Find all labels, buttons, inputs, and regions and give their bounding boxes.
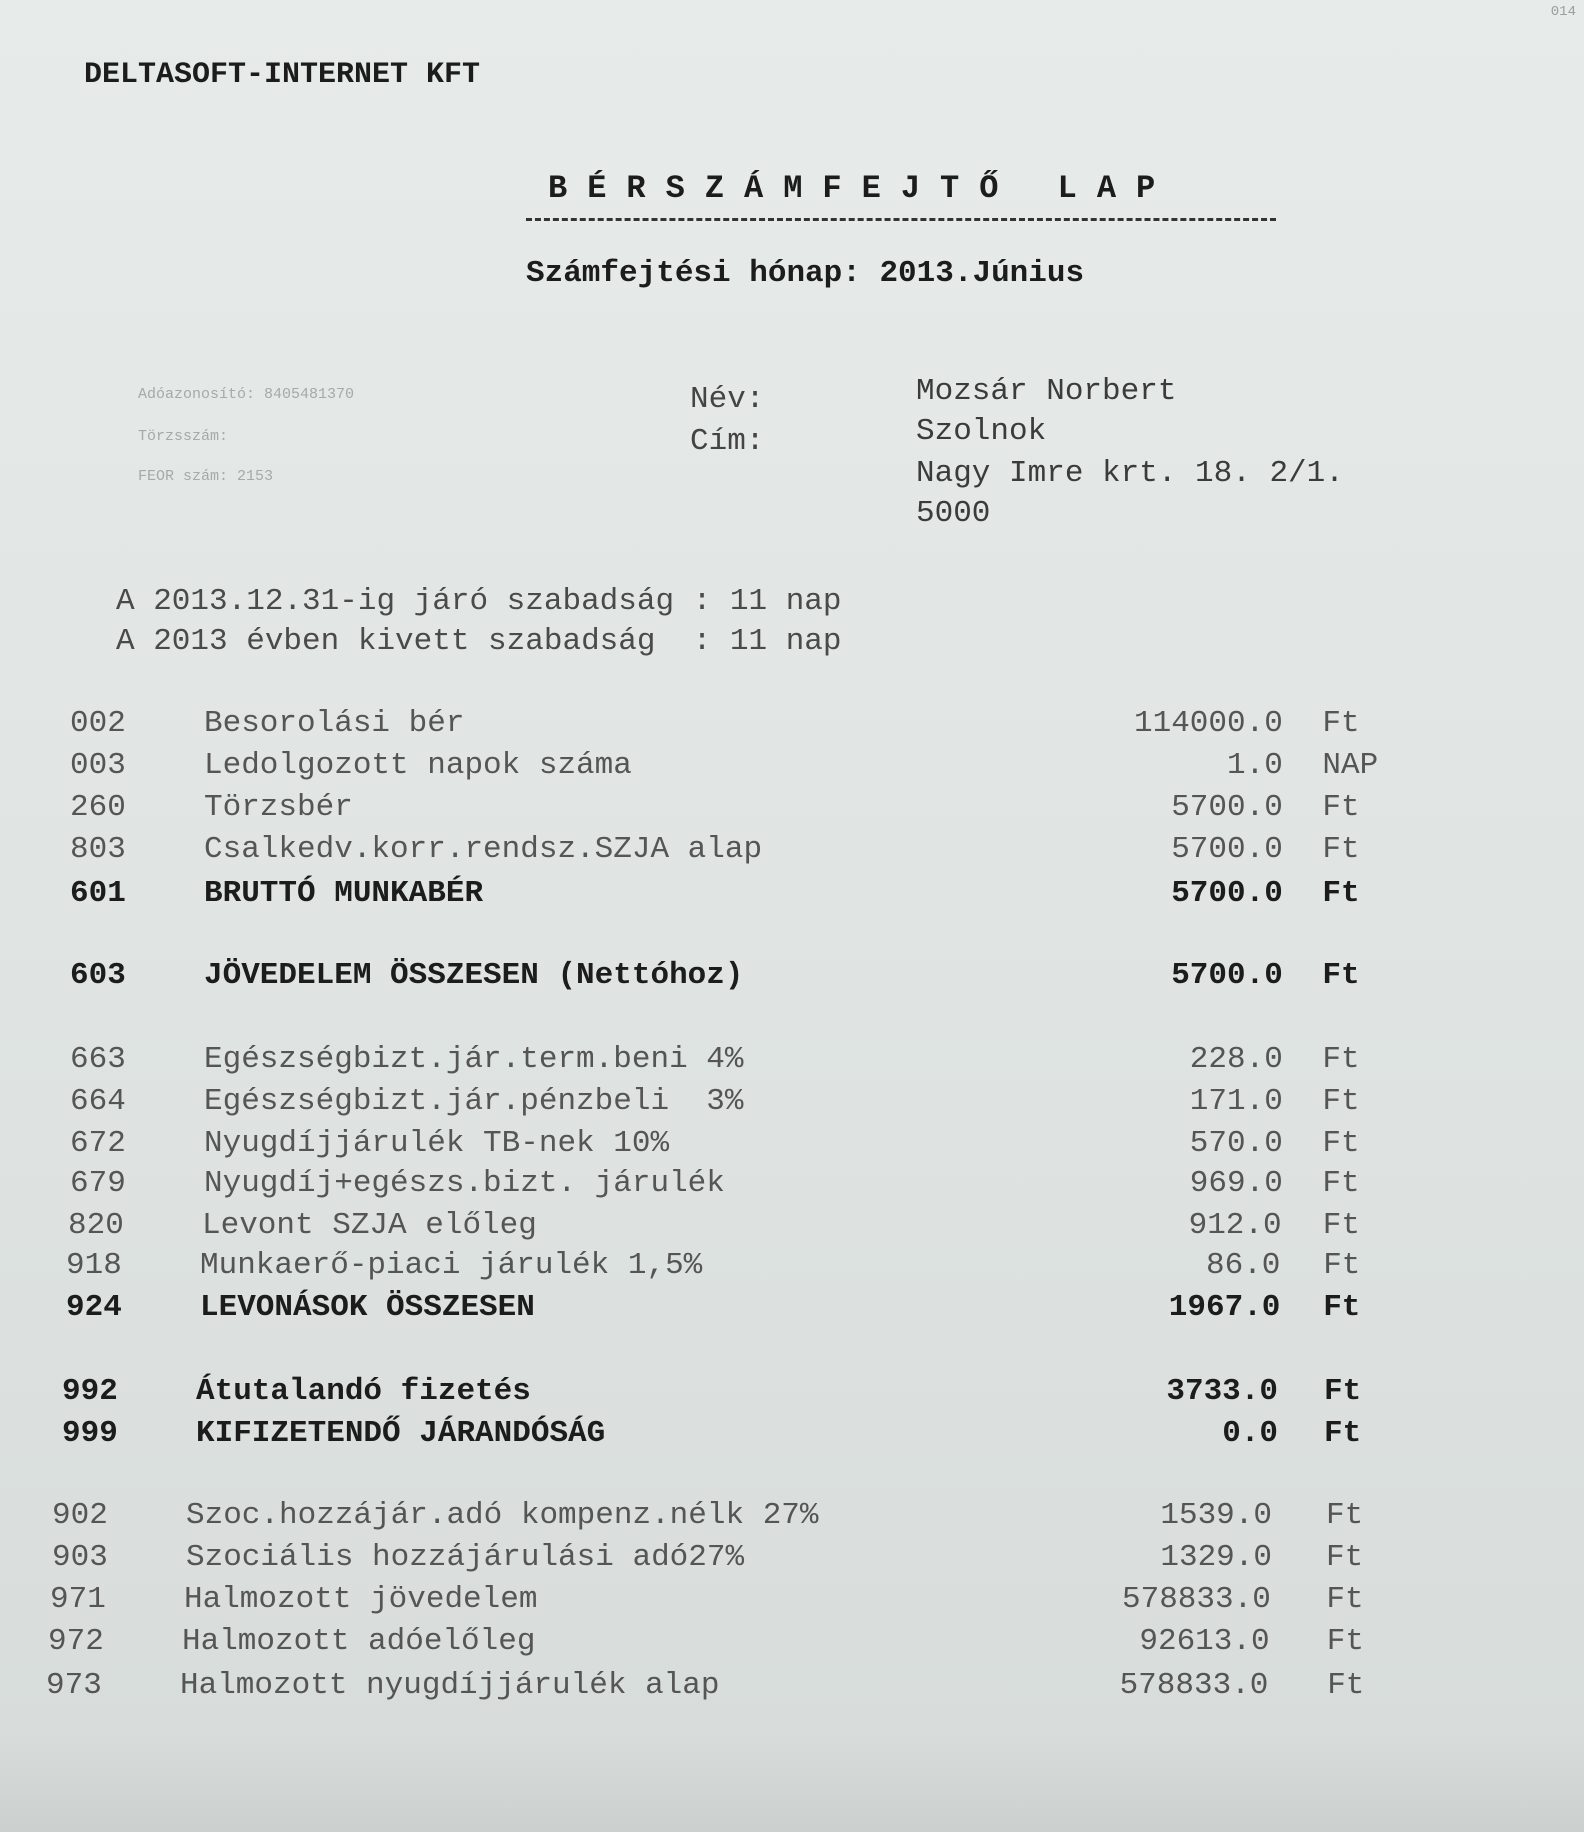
item-amount: 228.0 bbox=[1189, 1042, 1283, 1077]
item-description: Szociális hozzájárulási adó27% bbox=[186, 1540, 745, 1575]
feor-number-faint: FEOR szám: 2153 bbox=[138, 468, 274, 485]
item-code: 260 bbox=[70, 790, 126, 825]
item-unit: Ft bbox=[1322, 832, 1360, 867]
corner-mark: 014 bbox=[1550, 4, 1576, 20]
item-unit: Ft bbox=[1326, 1582, 1364, 1617]
item-amount: 114000.0 bbox=[1133, 706, 1283, 741]
leave-taken: A 2013 évben kivett szabadság : 11 nap bbox=[116, 624, 842, 659]
item-description: Egészségbizt.jár.pénzbeli 3% bbox=[204, 1084, 744, 1119]
item-code: 679 bbox=[70, 1166, 126, 1201]
payroll-row-664 bbox=[0, 1084, 1584, 1124]
item-unit: Ft bbox=[1322, 706, 1360, 741]
employee-name: Mozsár Norbert bbox=[916, 374, 1177, 409]
item-amount: 86.0 bbox=[1205, 1248, 1281, 1283]
item-amount: 578833.0 bbox=[1119, 1668, 1269, 1703]
item-unit: Ft bbox=[1323, 1248, 1361, 1283]
item-description: Halmozott nyugdíjjárulék alap bbox=[180, 1668, 720, 1703]
item-code: 803 bbox=[70, 832, 126, 867]
payroll-row-260 bbox=[0, 790, 1584, 830]
document-title: BÉRSZÁMFEJTŐ LAP bbox=[548, 170, 1176, 207]
item-amount: 92613.0 bbox=[1139, 1624, 1270, 1659]
title-underline bbox=[526, 218, 1276, 221]
payroll-row-918 bbox=[0, 1248, 1584, 1288]
item-code: 601 bbox=[70, 876, 126, 911]
item-unit: Ft bbox=[1322, 876, 1360, 911]
payroll-row-971 bbox=[0, 1582, 1584, 1622]
item-unit: Ft bbox=[1324, 1416, 1362, 1451]
item-description: Egészségbizt.jár.term.beni 4% bbox=[204, 1042, 744, 1077]
payroll-row-820 bbox=[0, 1208, 1584, 1248]
item-code: 999 bbox=[62, 1416, 118, 1451]
payroll-row-924 bbox=[0, 1290, 1584, 1330]
payroll-row-003 bbox=[0, 748, 1584, 788]
item-code: 820 bbox=[68, 1208, 124, 1243]
item-amount: 570.0 bbox=[1189, 1126, 1283, 1161]
item-description: JÖVEDELEM ÖSSZESEN (Nettóhoz) bbox=[204, 958, 744, 993]
payroll-row-972 bbox=[0, 1624, 1584, 1664]
item-description: Szoc.hozzájár.adó kompenz.nélk 27% bbox=[186, 1498, 819, 1533]
item-unit: Ft bbox=[1322, 790, 1360, 825]
payroll-row-672 bbox=[0, 1126, 1584, 1166]
item-description: Átutalandó fizetés bbox=[196, 1374, 531, 1409]
item-code: 003 bbox=[70, 748, 126, 783]
payroll-row-679 bbox=[0, 1166, 1584, 1206]
item-description: Nyugdíjjárulék TB-nek 10% bbox=[204, 1126, 670, 1161]
item-amount: 912.0 bbox=[1188, 1208, 1282, 1243]
item-unit: Ft bbox=[1322, 1166, 1360, 1201]
item-amount: 1329.0 bbox=[1160, 1540, 1272, 1575]
payroll-row-973 bbox=[0, 1668, 1584, 1708]
item-code: 992 bbox=[62, 1374, 118, 1409]
registry-number-faint: Törzsszám: bbox=[138, 428, 229, 445]
name-label: Név: bbox=[690, 382, 765, 417]
item-code: 973 bbox=[46, 1668, 102, 1703]
item-code: 002 bbox=[70, 706, 126, 741]
item-unit: NAP bbox=[1322, 748, 1379, 783]
item-description: Levont SZJA előleg bbox=[202, 1208, 537, 1243]
item-code: 972 bbox=[48, 1624, 104, 1659]
item-amount: 3733.0 bbox=[1166, 1374, 1278, 1409]
item-amount: 1.0 bbox=[1227, 748, 1283, 783]
address-line-city: Szolnok bbox=[916, 414, 1047, 449]
payroll-row-803 bbox=[0, 832, 1584, 872]
item-description: Halmozott adóelőleg bbox=[182, 1624, 536, 1659]
item-description: KIFIZETENDŐ JÁRANDÓSÁG bbox=[196, 1416, 606, 1451]
payroll-row-902 bbox=[0, 1498, 1584, 1538]
item-unit: Ft bbox=[1324, 1374, 1362, 1409]
item-amount: 969.0 bbox=[1189, 1166, 1283, 1201]
tax-id-faint: Adóazonosító: 8405481370 bbox=[138, 386, 355, 403]
payroll-month: Számfejtési hónap: 2013.Június bbox=[526, 256, 1085, 291]
item-unit: Ft bbox=[1323, 1290, 1361, 1325]
item-amount: 578833.0 bbox=[1121, 1582, 1271, 1617]
item-code: 971 bbox=[50, 1582, 106, 1617]
item-unit: Ft bbox=[1327, 1668, 1365, 1703]
item-description: Csalkedv.korr.rendsz.SZJA alap bbox=[204, 832, 763, 867]
payroll-row-601 bbox=[0, 876, 1584, 916]
item-amount: 0.0 bbox=[1222, 1416, 1278, 1451]
item-code: 664 bbox=[70, 1084, 126, 1119]
payroll-row-903 bbox=[0, 1540, 1584, 1580]
item-code: 663 bbox=[70, 1042, 126, 1077]
item-description: LEVONÁSOK ÖSSZESEN bbox=[200, 1290, 535, 1325]
item-description: BRUTTÓ MUNKABÉR bbox=[204, 876, 484, 911]
item-description: Besorolási bér bbox=[204, 706, 465, 741]
payroll-row-999 bbox=[0, 1416, 1584, 1456]
item-code: 918 bbox=[66, 1248, 122, 1283]
item-description: Ledolgozott napok száma bbox=[204, 748, 632, 783]
item-amount: 5700.0 bbox=[1171, 832, 1283, 867]
item-description: Munkaerő-piaci járulék 1,5% bbox=[200, 1248, 703, 1283]
company-name: DELTASOFT-INTERNET KFT bbox=[84, 58, 481, 92]
item-unit: Ft bbox=[1322, 1208, 1361, 1243]
item-amount: 5700.0 bbox=[1171, 790, 1283, 825]
item-amount: 1967.0 bbox=[1168, 1290, 1281, 1325]
item-amount: 171.0 bbox=[1189, 1084, 1283, 1119]
payroll-row-663 bbox=[0, 1042, 1584, 1082]
item-amount: 1539.0 bbox=[1160, 1498, 1272, 1533]
item-unit: Ft bbox=[1326, 1498, 1364, 1533]
leave-entitlement: A 2013.12.31-ig járó szabadság : 11 nap bbox=[116, 584, 842, 619]
address-label: Cím: bbox=[690, 424, 765, 459]
item-unit: Ft bbox=[1326, 1540, 1364, 1575]
item-code: 672 bbox=[70, 1126, 126, 1161]
item-description: Nyugdíj+egészs.bizt. járulék bbox=[204, 1166, 725, 1201]
item-description: Törzsbér bbox=[204, 790, 353, 825]
payroll-row-603 bbox=[0, 958, 1584, 998]
item-description: Halmozott jövedelem bbox=[184, 1582, 538, 1617]
item-code: 924 bbox=[66, 1290, 122, 1325]
item-code: 902 bbox=[52, 1498, 108, 1533]
item-code: 903 bbox=[52, 1540, 108, 1575]
item-unit: Ft bbox=[1326, 1624, 1365, 1659]
item-unit: Ft bbox=[1322, 958, 1360, 993]
item-unit: Ft bbox=[1322, 1126, 1360, 1161]
item-amount: 5700.0 bbox=[1171, 958, 1283, 993]
item-amount: 5700.0 bbox=[1171, 876, 1283, 911]
photo-shadow bbox=[0, 1730, 1584, 1832]
item-code: 603 bbox=[70, 958, 126, 993]
payroll-row-002 bbox=[0, 706, 1584, 746]
address-line-street: Nagy Imre krt. 18. 2/1. bbox=[916, 456, 1344, 491]
item-unit: Ft bbox=[1322, 1084, 1360, 1119]
address-line-zip: 5000 bbox=[916, 496, 991, 531]
item-unit: Ft bbox=[1322, 1042, 1360, 1077]
payroll-row-992 bbox=[0, 1374, 1584, 1414]
